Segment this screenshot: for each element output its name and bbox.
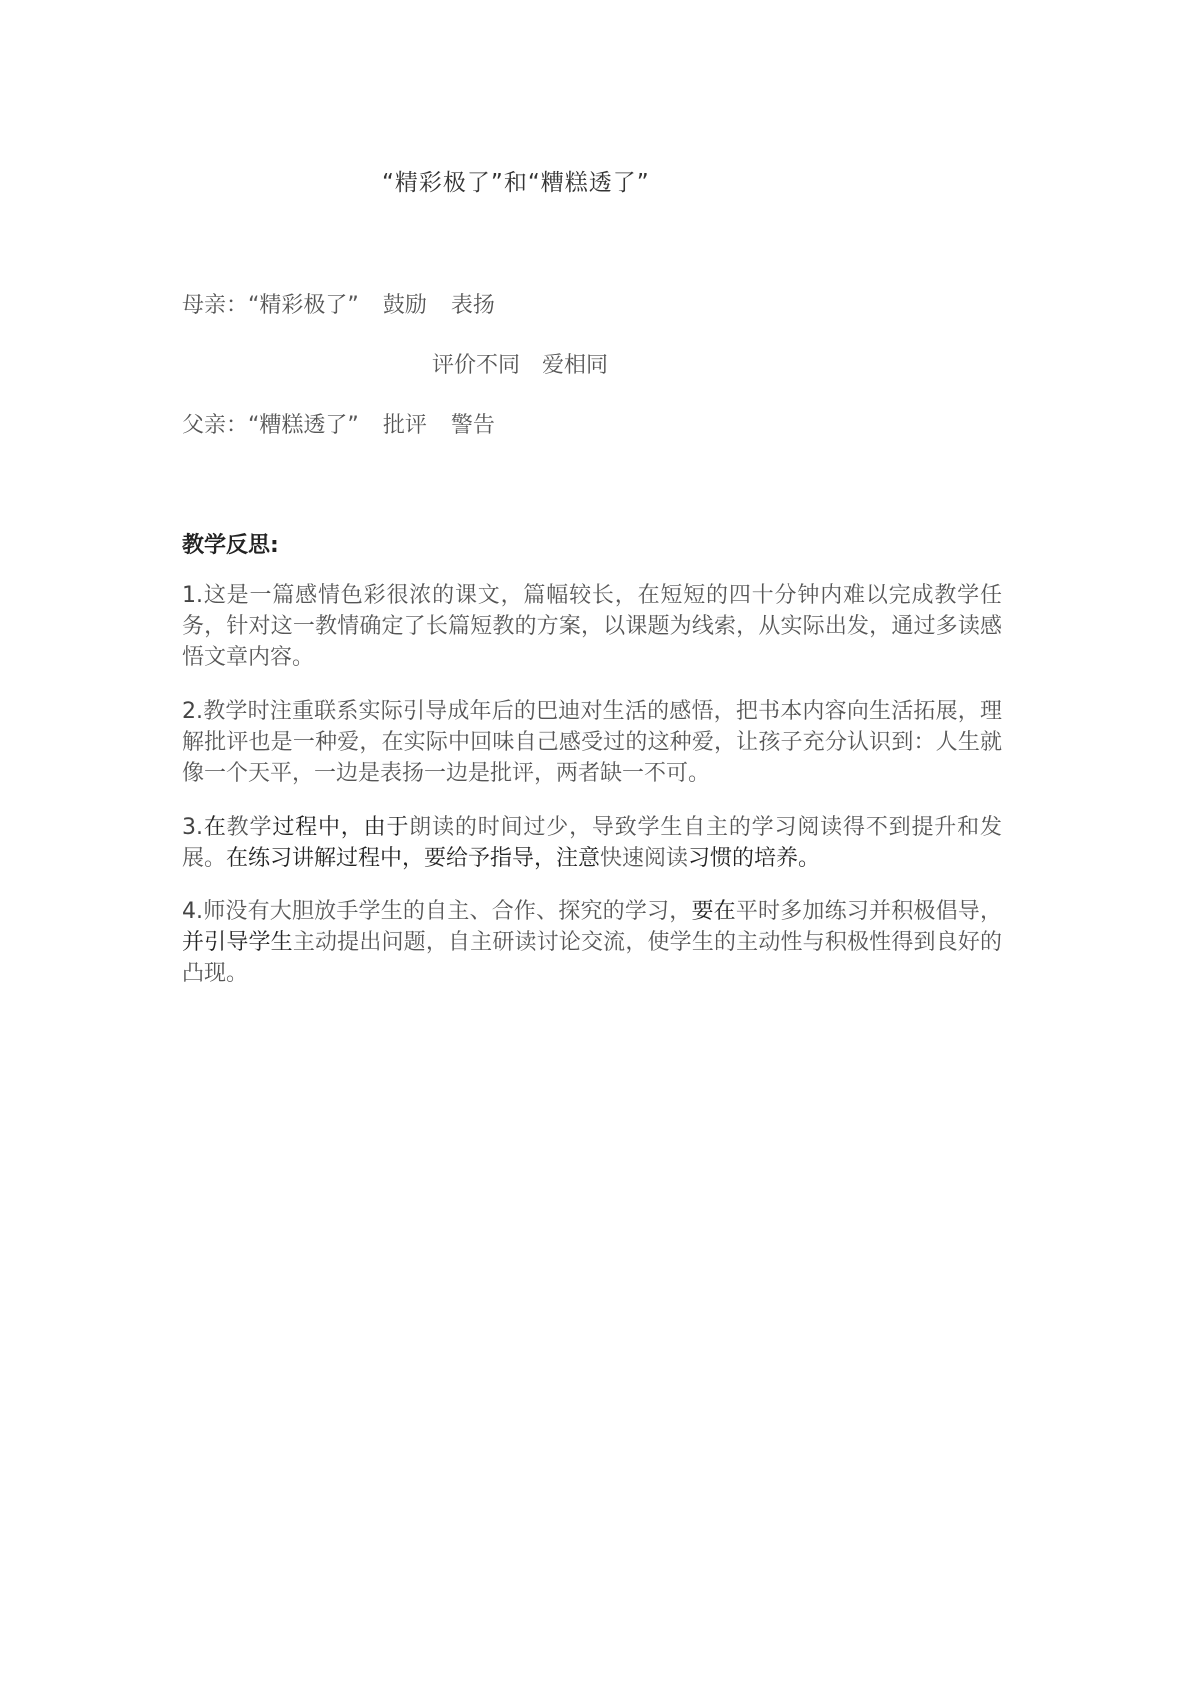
mother-word-encourage: 鼓励 [382, 293, 427, 318]
paragraph-text-segment: 师没有大胆放手学生的自主、合作、探究的学习， [203, 899, 692, 924]
reflection-paragraph-2 [182, 696, 1002, 789]
reflection-paragraph-4 [182, 896, 1002, 989]
father-quote: “糟糕透了” [248, 413, 359, 438]
paragraph-text-segment: 朗读的时间过少，导致学生自主的学习阅读得不到提升和发展。 [182, 815, 1002, 871]
paragraph-number: 1. [182, 583, 203, 608]
paragraph-text-segment: 在 [203, 815, 227, 840]
paragraph-text-segment: 快速阅读 [600, 846, 689, 871]
paragraph-text-segment: 平时多加练习并积极倡导， [735, 899, 1002, 924]
father-line [182, 408, 495, 439]
paragraph-text-segment: 要在 [691, 899, 736, 924]
mother-quote: “精彩极了” [248, 293, 359, 318]
paragraph-number: 4. [182, 899, 203, 924]
reflection-heading: 教学反思: [182, 533, 279, 558]
paragraph-text-segment: 在练习讲解过程中，要给予指导，注意 [226, 846, 601, 871]
page-title: “精彩极了”和“糟糕透了” [382, 170, 650, 196]
mother-word-praise: 表扬 [450, 293, 495, 318]
paragraph-text-segment: 并引导学生 [182, 930, 293, 955]
paragraph-text-segment: 主动提出问题，自主研读讨论交流，使学生的主动性与积极性得到良好的凸现。 [182, 930, 1002, 986]
mother-label: 母亲： [182, 293, 249, 318]
paragraph-number: 3. [182, 815, 203, 840]
paragraph-text-segment: 教学 [226, 815, 273, 840]
paragraph-number: 2. [182, 699, 203, 724]
father-word-warning: 警告 [450, 413, 495, 438]
father-word-criticism: 批评 [382, 413, 427, 438]
paragraph-text-segment: 习惯的培养。 [688, 846, 821, 871]
reflection-paragraph-1 [182, 580, 1002, 673]
paragraph-text: 这是一篇感情色彩很浓的课文，篇幅较长，在短短的四十分钟内难以完成教学任务，针对这一教情确定了长篇短教的方案，以课题为线索，从实际出发，通过多读感悟文章内容。 [182, 583, 1002, 670]
father-label: 父亲： [182, 413, 249, 438]
summary-word-different-evaluation: 评价不同 [432, 353, 521, 378]
reflection-paragraph-3 [182, 812, 1002, 874]
mother-line [182, 288, 495, 319]
paragraph-text-segment: 过程中，由于 [272, 815, 410, 840]
summary-line [432, 348, 608, 379]
summary-word-same-love: 爱相同 [542, 353, 609, 378]
paragraph-text: 教学时注重联系实际引导成年后的巴迪对生活的感悟，把书本内容向生活拓展，理解批评也是一种爱，在实际中回味自己感受过的这种爱，让孩子充分认识到：人生就像一个天平，一边是表扬一边是批评，两者缺一不可。 [182, 699, 1002, 786]
